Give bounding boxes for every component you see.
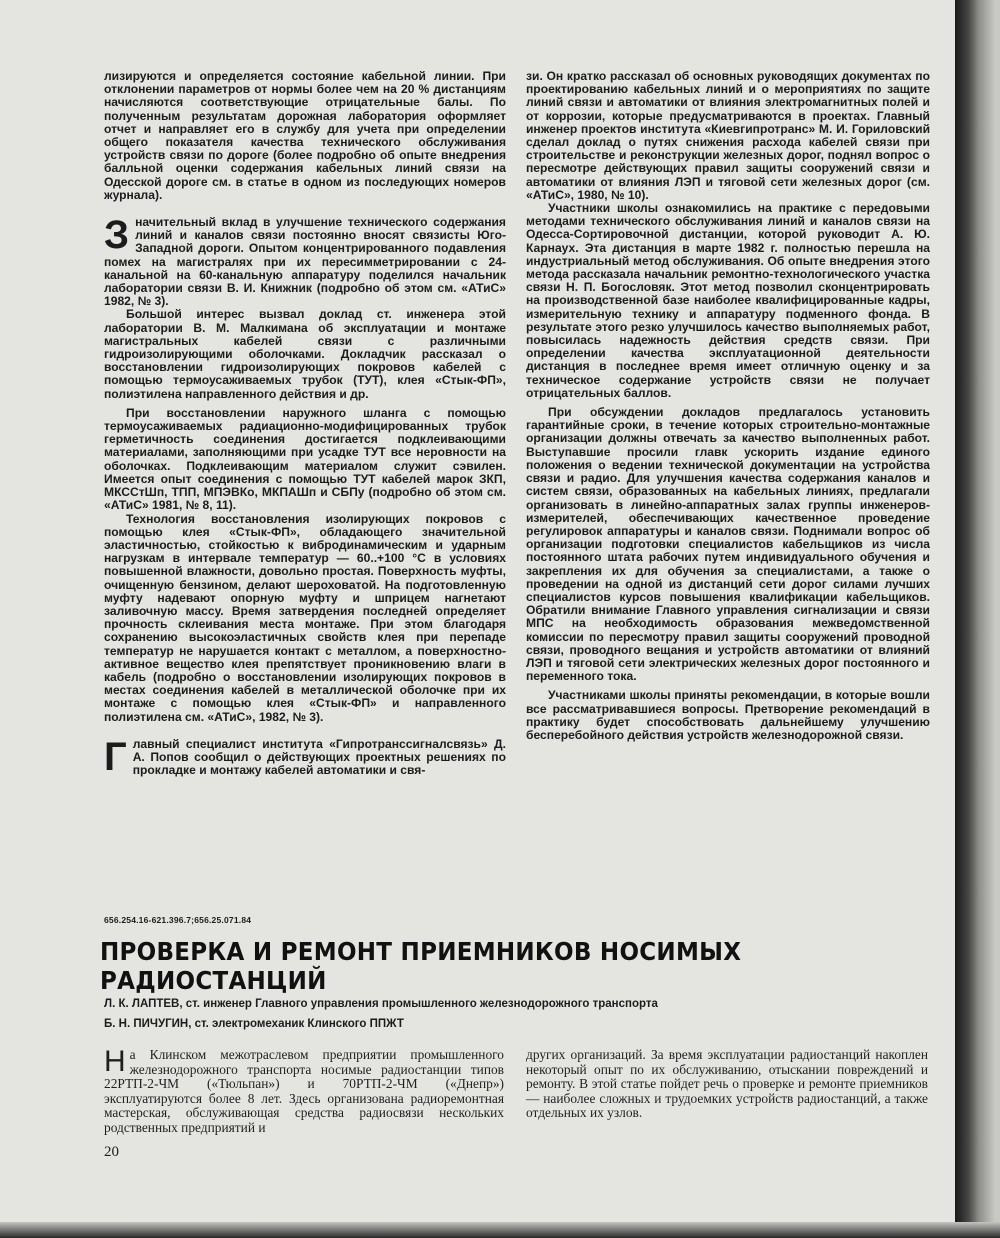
paragraph: При обсуждении докладов предлагалось установить гарантийные сроки, в течение которых строительно-монтажные организации должны отвечать за качество выполненных работ. Выступавшие просили главк ускорить издание единого положения о ведении технической документации на устройства связи и радио. Для улучшения качества содержания каналов и систем связи, образованных на кабельных линиях, предлагали организовать в линейно-аппаратных залах группы инженеров-измерителей, обеспечивающих качественное проведение регулировок аппаратуры и каналов связи. Поднимали вопрос об организации подготовки специалистов кабельщиков из числа постоянного штата рабочих путем индивидуального обучения и закрепления их для обучения за специалистами, а также о проведении на одной из дистанций сети дорог силами лучших специалистов курсов повышения квалификации кабельщиков. Обратили внимание Главного управления сигнализации и связи МПС на необходимость образования межведомственной комиссии по пересмотру правил защиты сооружений проводной связи, проводного вещания и устройств автоматики от влияний ЛЭП и тяговой сети электрических железных дорог постоянного и переменного тока.: [526, 405, 930, 684]
udc-code: 656.254.16-621.396.7;656.25.071.84: [104, 915, 252, 925]
text-column-right: [526, 70, 930, 742]
paragraph: [104, 213, 506, 309]
book-spine-shadow: [955, 0, 1000, 1238]
drop-cap: З: [104, 213, 130, 258]
paragraph: Большой интерес вызвал доклад ст. инженера этой лаборатории В. М. Малкимана об эксплуатации и монтаже магистральных кабелей связи с различными гидроизолирующими оболочками. Докладчик рассказал о восстановлении гидроизолирующих покровов кабелей с помощью термоусаживаемых трубок (ТУТ), клея «Стык-ФП», полиэтилена направленного действия и др.: [104, 307, 506, 401]
text-column-left: [104, 70, 506, 777]
author-role: ст. инженер Главного управления промышленного железнодорожного транспорта: [185, 998, 658, 1010]
paragraph: Технология восстановления изолирующих покровов с помощью клея «Стык-ФП», обладающего значительной эластичностью, стойкостью к вибродинамическим и ударным нагрузкам в интервале температур — 60..+100 °С в условиях повышенной влажности, довольно простая. Поверхность муфты, очищенную бензином, делают шероховатой. На подготовленную муфту надевают опорную муфту и шприцем нагнетают заливочную массу. Время затвердения последней определяет прочность склеивания места монтаже. При этом благодаря сохранению высокоэластичных свойств клея при перепаде температур не нарушается контакт с металлом, а поверхностно-активное вещество клея препятствует проникновению влаги в кабель (подробно о восстановлении изолирующих покровов в местах соединения кабелей в металлической оболочке при их монтаже с помощью клея «Стык-ФП» и направленного полиэтилена см. «АТиС», 1982, № 3).: [104, 511, 506, 724]
drop-cap: Г: [104, 734, 127, 779]
author-role: ст. электромеханик Клинского ППЖТ: [194, 1018, 404, 1030]
paragraph: [104, 734, 506, 779]
paragraph: [104, 1045, 504, 1136]
author-name: Л. К. ЛАПТЕВ,: [104, 998, 183, 1010]
paragraph: Участники школы ознакомились на практике с передовыми методами технического обслуживания линий и каналов связи на Одесса-Сортировочной дистанции, которой руководит А. Ю. Карнаух. Эта дистанция в марте 1982 г. полностью перешла на индустриальный метод обслуживания. Об опыте внедрения этого метода рассказала начальник ремонтно-технологического участка связи Н. П. Богословяк. Этот метод позволил сконцентрировать на производственной базе наиболее квалифицированные кадры, измерительную технику и аппаратуру подменного фонда. В результате этого резко улучшилось качество выполняемых работ, повысилась надежность действия средств связи. При определении качества эксплуатационной деятельности дистанция в последнее время имеет отличную оценку и за техническое содержание устройств связи не получает отрицательных баллов.: [526, 201, 930, 400]
paragraph-text: начительный вклад в улучшение технического содержания линий и каналов связи постоянно вносят связисты Юго-Западной дороги. Опытом концентрированного подавления помех на магистралях при их пересимметрировании с 24-канальной на 60-канальную аппаратуру поделился начальник лаборатории связи В. И. Книжник (подробно об этом см. «АТиС» 1982, № 3).: [104, 215, 506, 309]
article-title: ПРОВЕРКА И РЕМОНТ ПРИЕМНИКОВ НОСИМЫХ РАДИОСТАНЦИЙ: [100, 937, 742, 995]
paragraph: Участниками школы приняты рекомендации, в которые вошли все рассматривавшиеся вопросы. Претворение рекомендаций в практику будет способствовать дальнейшему улучшению бесперебойного действия устройств железнодорожной связи.: [526, 688, 930, 742]
drop-cap: Н: [104, 1045, 126, 1078]
paragraph-text: лавный специалист института «Гипротранссигналсвязь» Д. А. Попов сообщил о действующих проектных решениях по прокладке и монтажу кабелей автоматики и свя-: [132, 736, 506, 778]
paragraph-text: а Клинском межотраслевом предприятии промышленного железнодорожного транспорта носимые радиостанции типов 22РТП-2-ЧМ («Тюльпан») и 70РТП-2-ЧМ («Днепр») эксплуатируются более 8 лет. Здесь организована радиоремонтная мастерская, обслуживающая средства радиосвязи нескольких родственных предприятий и: [104, 1047, 504, 1135]
paragraph: лизируются и определяется состояние кабельной линии. При отклонении параметров от нормы более чем на 20 % дистанциям начисляются соответствующие отрицательные балы. По полученным результатам дорожная лаборатория оформляет отчет и направляет его в службу для учета при определении общего показателя качества технического обслуживания устройств связи по дороге (более подробно об опыте внедрения балльной оценки содержания кабельных линий связи на Одесской дороге см. в статье в одном из последующих номеров журнала).: [104, 69, 506, 202]
article-column-left: [104, 1045, 504, 1136]
article-column-right: [526, 1048, 928, 1121]
page-edge-shadow: [0, 1222, 1000, 1238]
author-name: Б. Н. ПИЧУГИН,: [104, 1018, 192, 1030]
authors-block: [104, 994, 658, 1034]
paragraph: При восстановлении наружного шланга с помощью термоусаживаемых радиационно-модифицированных трубок герметичность соединения достигается подклеивающими материалами, заполняющими при усадке ТУТ все неровности на оболочках. Подклеивающим материалом служит сэвилен. Имеется опыт соединения с помощью ТУТ кабелей марок ЗКП, МКССтШп, ТПП, МПЭВКо, МКПАШп и СБПу (подробно об этом см. «АТиС» 1981, № 8, 11).: [104, 405, 506, 513]
author-line: [104, 994, 658, 1014]
page-number: 20: [104, 1144, 119, 1160]
paragraph: других организаций. За время эксплуатации радиостанций накоплен некоторый опыт по их обслуживанию, отыскании повреждений и ремонту. В этой статье пойдет речь о проверке и ремонте приемников — наиболее сложных и трудоемких устройств радиостанций, а также отдельных их узлов.: [526, 1047, 928, 1121]
author-line: [104, 1014, 658, 1034]
paragraph: зи. Он кратко рассказал об основных руководящих документах по проектированию кабельных линий и о мероприятиях по защите линий связи и автоматики от влияния электромагнитных полей и от коррозии, которые предусматриваются в проектах. Главный инженер проектов института «Киевгипротранс» М. И. Гориловский сделал доклад о путях снижения расхода кабелей связи при строительстве и реконструкции железных дорог, поднял вопрос о пересмотре действующих правил защиты сооружений связи и автоматики от влияния ЛЭП и тяговой сети железных дорог (см. «АТиС», 1980, № 10).: [526, 69, 930, 202]
